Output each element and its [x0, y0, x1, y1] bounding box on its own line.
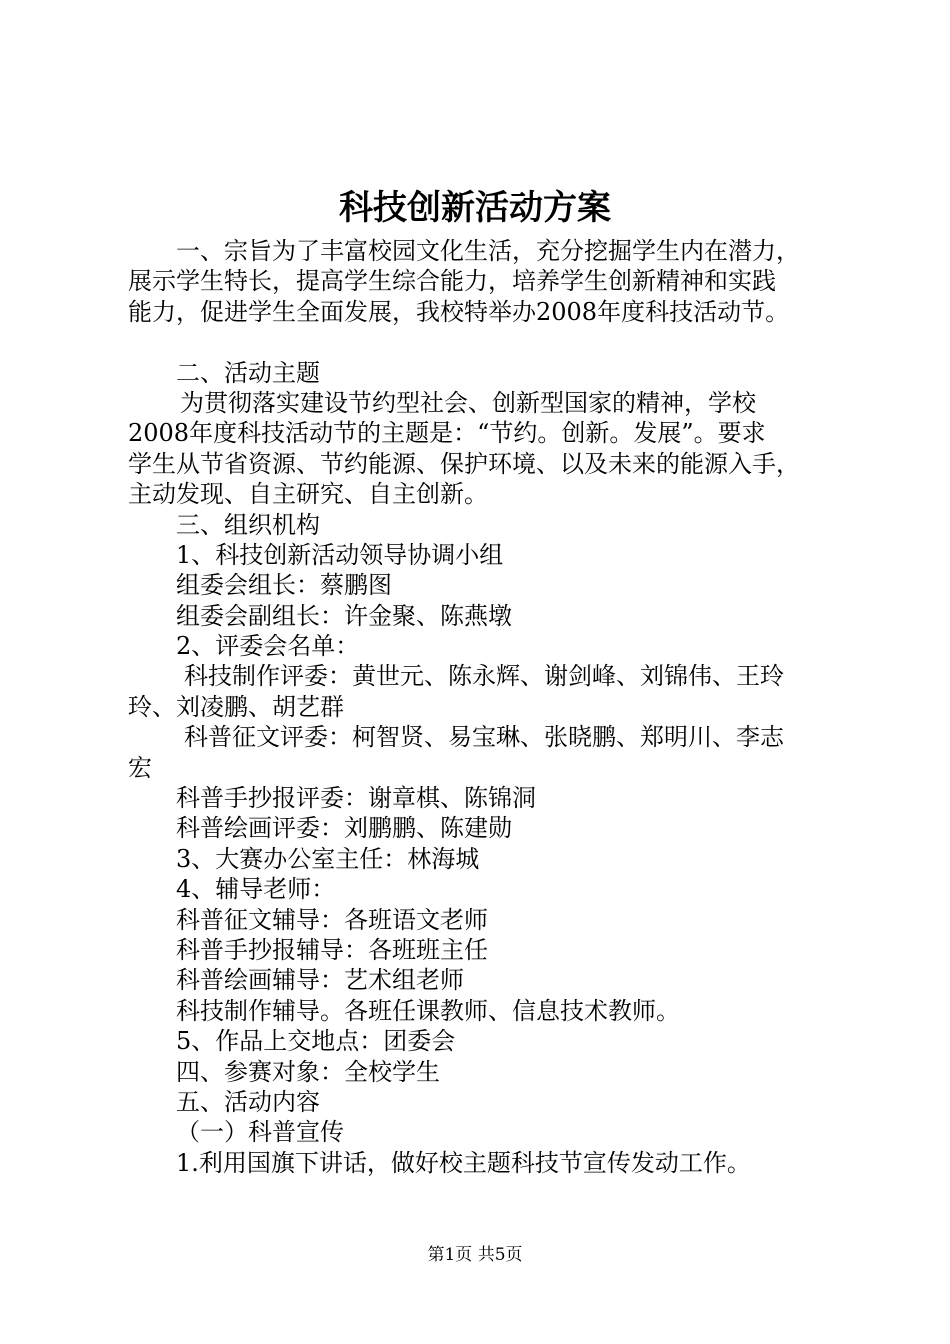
- list-item: 5、作品上交地点：团委会: [176, 1027, 456, 1056]
- list-item: 组委会副组长：许金聚、陈燕墩: [176, 601, 512, 630]
- paragraph-line: 能力，促进学生全面发展，我校特举办2008年度科技活动节。: [128, 297, 790, 326]
- list-item: 组委会组长：蔡鹏图: [176, 571, 392, 600]
- paragraph-line: 为贯彻落实建设节约型社会、创新型国家的精神，学校: [180, 388, 756, 417]
- list-item: 科普绘画辅导：艺术组老师: [176, 966, 464, 995]
- list-item: 4、辅导老师：: [176, 875, 336, 904]
- list-item: 科普手抄报评委：谢章棋、陈锦洞: [176, 784, 536, 813]
- paragraph-line: 主动发现、自主研究、自主创新。: [128, 480, 488, 509]
- list-item: 科技制作评委：黄世元、陈永辉、谢剑峰、刘锦伟、王玲: [184, 662, 784, 691]
- list-item: 科普征文辅导：各班语文老师: [176, 905, 488, 934]
- list-item: 科普绘画评委：刘鹏鹏、陈建勋: [176, 814, 512, 843]
- list-item: 科技制作辅导。各班任课教师、信息技术教师。: [176, 996, 680, 1025]
- document-body: [128, 236, 838, 1178]
- list-item: 科普征文评委：柯智贤、易宝琳、张晓鹏、郑明川、李志: [184, 723, 784, 752]
- blank-line: [128, 327, 838, 357]
- list-item: 宏: [128, 753, 152, 782]
- paragraph-line: 学生从节省资源、节约能源、保护环境、以及未来的能源入手，: [128, 449, 800, 478]
- section-heading: 五、活动内容: [176, 1087, 320, 1116]
- list-item: 1、科技创新活动领导协调小组: [176, 540, 504, 569]
- list-item: 科普手抄报辅导：各班班主任: [176, 935, 488, 964]
- paragraph-line: 2008年度科技活动节的主题是：“节约。创新。发展”。要求: [128, 419, 766, 448]
- list-item: 玲、刘凌鹏、胡艺群: [128, 692, 344, 721]
- list-item: 2、评委会名单：: [176, 632, 360, 661]
- list-item: 3、大赛办公室主任：林海城: [176, 844, 480, 873]
- paragraph-line: 一、宗旨为了丰富校园文化生活，充分挖掘学生内在潜力，: [176, 237, 800, 265]
- document-title: 科技创新活动方案: [339, 188, 611, 228]
- page-footer: 第1页 共5页: [427, 1245, 523, 1265]
- section-heading: 二、活动主题: [176, 358, 320, 387]
- section-heading: 三、组织机构: [176, 510, 320, 539]
- section-heading: 四、参赛对象：全校学生: [176, 1057, 440, 1086]
- paragraph-line: 展示学生特长，提高学生综合能力，培养学生创新精神和实践: [128, 267, 776, 296]
- subsection-heading: （一）科普宣传: [176, 1118, 344, 1147]
- list-item: 1.利用国旗下讲话，做好校主题科技节宣传发动工作。: [176, 1148, 751, 1177]
